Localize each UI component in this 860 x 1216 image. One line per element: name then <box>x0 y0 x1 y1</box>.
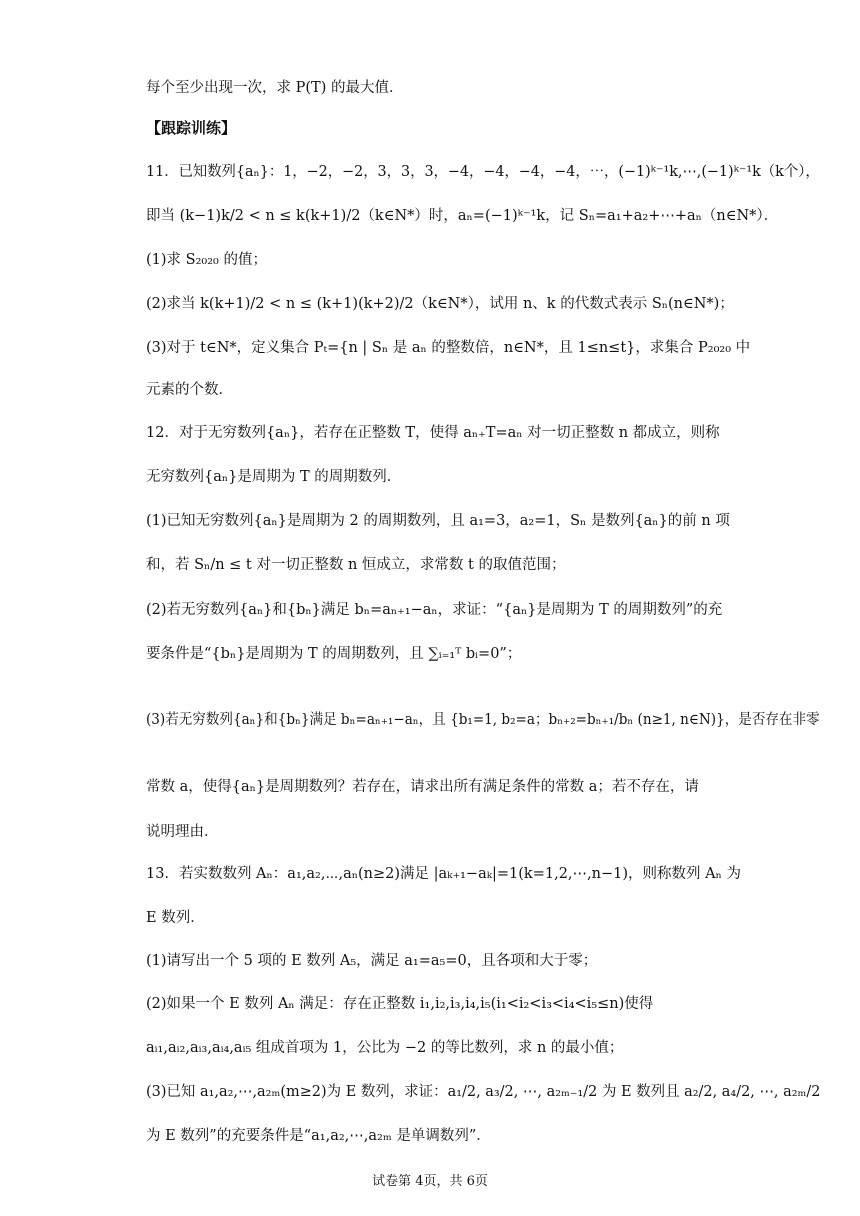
question-line: (2)如果一个 E 数列 Aₙ 满足：存在正整数 i₁,i₂,i₃,i₄,i₅(i₁<i₂<i₃<i₄<i₅≤n)使得 <box>146 996 654 1012</box>
question-line: 13．若实数数列 Aₙ：a₁,a₂,⋯,aₙ(n≥2)满足 |aₖ₊₁−aₖ|=1(k=1,2,⋯,n−1)，则称数列 Aₙ 为 <box>146 866 741 882</box>
question-line: 为 E 数列”的充要条件是“a₁,a₂,⋯,a₂ₘ 是单调数列”． <box>146 1128 491 1144</box>
question-line: (3)已知 a₁,a₂,⋯,a₂ₘ(m≥2)为 E 数列，求证：a₁/2, a₃/2, ⋯, a₂ₘ₋₁/2 为 E 数列且 a₂/2, a₄/2, ⋯, a₂ₘ/2 <box>146 1084 821 1100</box>
question-line: (1)求 S₂₀₂₀ 的值； <box>146 252 267 268</box>
question-line: 元素的个数． <box>146 382 233 398</box>
question-line: (2)求当 k(k+1)/2 < n ≤ (k+1)(k+2)/2（k∈N*），试用 n、k 的代数式表示 Sₙ(n∈N*)； <box>146 296 734 312</box>
question-line: (2)若无穷数列{aₙ}和{bₙ}满足 bₙ=aₙ₊₁−aₙ，求证：“{aₙ}是周期为 T 的周期数列”的充 <box>146 602 723 618</box>
question-line: 即当 (k−1)k/2 < n ≤ k(k+1)/2（k∈N*）时，aₙ=(−1)ᵏ⁻¹k，记 Sₙ=a₁+a₂+⋯+aₙ（n∈N*）． <box>146 208 779 224</box>
text-line: 每个至少出现一次，求 P(T) 的最大值． <box>146 80 404 96</box>
question-line: 无穷数列{aₙ}是周期为 T 的周期数列． <box>146 469 402 485</box>
question-line: 12．对于无穷数列{aₙ}，若存在正整数 T，使得 aₙ₊T=aₙ 对一切正整数 n 都成立，则称 <box>146 425 720 441</box>
question-line: (1)请写出一个 5 项的 E 数列 A₅，满足 a₁=a₅=0，且各项和大于零； <box>146 953 598 969</box>
question-line: aᵢ₁,aᵢ₂,aᵢ₃,aᵢ₄,aᵢ₅ 组成首项为 1，公比为 −2 的等比数列，求 n 的最小值； <box>146 1040 624 1056</box>
section-heading: 【跟踪训练】 <box>146 119 237 137</box>
page-footer: 试卷第 4页，共 6页 <box>372 1174 488 1189</box>
question-line: 要条件是“{bₙ}是周期为 T 的周期数列，且 ∑ᵢ₌₁ᵀ bᵢ=0”； <box>146 646 522 662</box>
question-line: 常数 a，使得{aₙ}是周期数列？若存在，请求出所有满足条件的常数 a；若不存在，请 <box>146 779 699 795</box>
question-line: E 数列． <box>146 910 205 926</box>
question-line: (3)若无穷数列{aₙ}和{bₙ}满足 bₙ=aₙ₊₁−aₙ，且 {b₁=1, b₂=a；bₙ₊₂=bₙ₊₁/bₙ (n≥1, n∈N)}，是否存在非零 <box>146 712 820 728</box>
question-line: 和，若 Sₙ/n ≤ t 对一切正整数 n 恒成立，求常数 t 的取值范围； <box>146 557 566 573</box>
question-line: (3)对于 t∈N*，定义集合 Pₜ={n | Sₙ 是 aₙ 的整数倍，n∈N*，且 1≤n≤t}，求集合 P₂₀₂₀ 中 <box>146 340 751 356</box>
question-line: 说明理由． <box>146 824 219 840</box>
question-line: (1)已知无穷数列{aₙ}是周期为 2 的周期数列，且 a₁=3，a₂=1，Sₙ 是数列{aₙ}的前 n 项 <box>146 513 730 529</box>
question-line: 11．已知数列{aₙ}：1，−2，−2，3，3，3，−4，−4，−4，−4，⋯，(−1)ᵏ⁻¹k,⋯,(−1)ᵏ⁻¹k（k个）， <box>146 164 820 180</box>
